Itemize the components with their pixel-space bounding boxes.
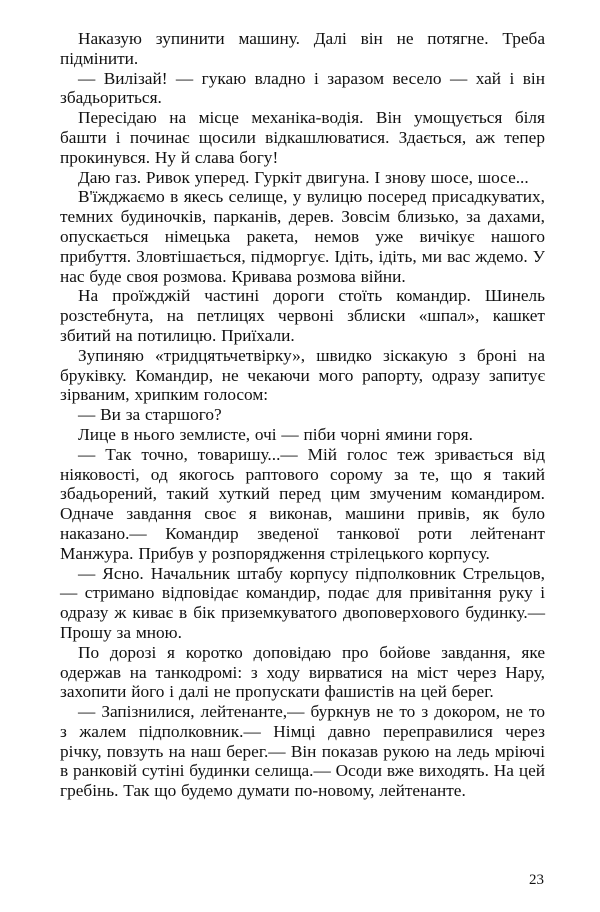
- paragraph: — Ви за старшого?: [78, 405, 222, 425]
- paragraph: — Вилізай! — гукаю владно і заразом весело — хай і він збадьориться.: [60, 68, 545, 108]
- paragraph: В'їжджаємо в якесь селище, у вулицю посеред присадкуватих, темних будиночків, парканів, дерев. Зовсім близько, за дахами, опускається німецька ракета, немов уже вичікує нашого прибуття. Зловтішається, підморгує. Ідіть, ідіть, ми вас ждемо. У нас буде своя розмова. Кривава розмова війни.: [60, 187, 545, 286]
- paragraph: На проїжджій частині дороги стоїть командир. Шинель розстебнута, на петлицях червоні зблиски «шпал», кашкет збитий на потилицю. Приїхали.: [60, 286, 545, 345]
- paragraph: — Так точно, товаришу...— Мій голос теж зривається від ніяковості, од якогось раптового сорому за те, що я такий збадьорений, такий хуткий перед цим змученим командиром. Одначе завдання своє я виконав, машини привів, як було наказано.— Командир зведеної танкової роти лейтенант Манжура. Прибув у розпорядження стрілецького корпусу.: [60, 444, 545, 563]
- paragraph: По дорозі я коротко доповідаю про бойове завдання, яке одержав на танкодромі: з ходу вирватися на міст через Нару, захопити його і далі не пропускати фашистів на цей берег.: [60, 642, 545, 702]
- paragraph: Наказую зупинити машину. Далі він не потягне. Треба підмінити.: [60, 29, 545, 68]
- page-number: 23: [529, 872, 544, 888]
- paragraph: Лице в нього землисте, очі — піби чорні ямини горя.: [78, 424, 473, 444]
- page-text: [60, 29, 545, 801]
- paragraph: — Ясно. Начальник штабу корпусу підполковник Стрельцов,— стримано відповідає командир, подає для привітання руку і одразу ж киває в бік приземкуватого двоповерхового будинку.— Прошу за мною.: [60, 563, 545, 642]
- paragraph: Пересідаю на місце механіка-водія. Він умощується біля башти і починає щосили відкашлюватися. Здається, аж тепер прокинувся. Ну й слава богу!: [60, 108, 545, 167]
- paragraph: — Запізнилися, лейтенанте,— буркнув не то з докором, не то з жалем підполковник.— Німці давно переправилися через річку, повзуть на наш берег.— Він показав рукою на ледь мріючі в ранковій сутіні будинки селища.— Осоди вже виходять. На цей гребінь. Так що будемо думати по-новому, лейтенанте.: [60, 702, 545, 801]
- paragraph: Зупиняю «тридцятьчетвірку», швидко зіскакую з броні на бруківку. Командир, не чекаючи мого рапорту, одразу запитує зірваним, хрипким голосом:: [60, 345, 545, 405]
- paragraph: Даю газ. Ривок уперед. Гуркіт двигуна. І знову шосе, шосе...: [78, 167, 529, 187]
